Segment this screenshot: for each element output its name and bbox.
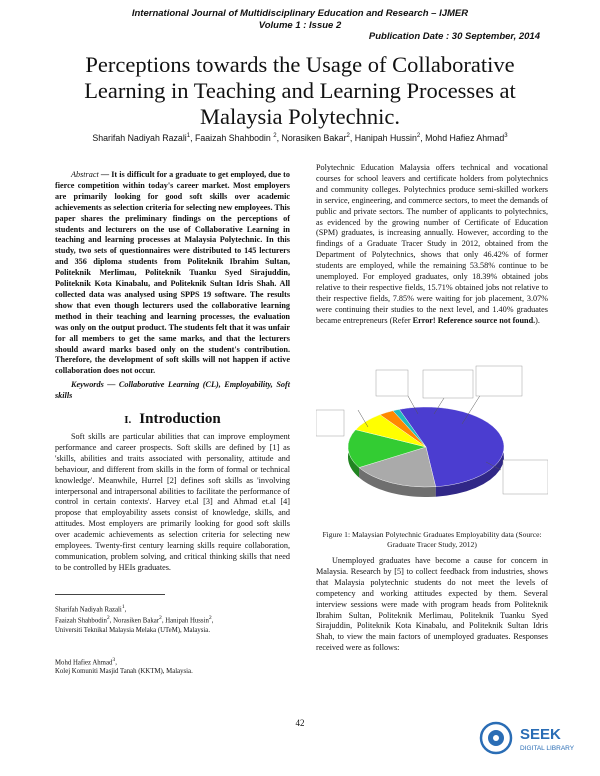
affil-sup: 2 bbox=[106, 615, 110, 622]
abstract-label: Abstract bbox=[71, 170, 99, 179]
figure-caption: Figure 1: Malaysian Polytechnic Graduates Employability data (Source: Graduate Tracer Study, 2012) bbox=[322, 530, 542, 549]
label-box bbox=[476, 366, 522, 396]
affil-sup: 2 bbox=[208, 615, 212, 622]
logo-name: SEEK bbox=[520, 726, 561, 743]
abstract bbox=[55, 170, 290, 377]
author: Mohd Hafiez Ahmad bbox=[425, 133, 505, 143]
logo-dot bbox=[493, 735, 499, 741]
author-sup: 1 bbox=[186, 133, 191, 140]
affil-name: Mohd Hafiez Ahmad bbox=[55, 659, 113, 667]
journal-name: International Journal of Multidisciplinary Education and Research – IJMER bbox=[131, 8, 469, 19]
affil-sup: 2 bbox=[159, 615, 162, 622]
author-sup: 2 bbox=[273, 133, 277, 140]
label-box bbox=[376, 370, 408, 396]
author-list: Sharifah Nadiyah Razali$^1$, Faaizah Shahbodin $^2$, Norasiken Bakar$^2$, Hanipah Hussin$^2$, Mohd Hafiez Ahmad$^3$ bbox=[92, 133, 508, 143]
journal-volume: Volume 1 : Issue 2 bbox=[258, 20, 342, 31]
label-box bbox=[503, 460, 548, 494]
affiliation-1: Sharifah Nadiyah Razali$^1$, Faaizah Shahbodin$^2$, Norasiken Bakar$^2$, Hanipah Hussin$^2$, Universiti Teknikal Malaysia Melaka (UTeM), Malaysia. bbox=[55, 603, 290, 635]
journal-header bbox=[0, 8, 600, 32]
author-sup: 3 bbox=[504, 133, 508, 140]
abstract-sep: — bbox=[98, 170, 112, 179]
author: Hanipah Hussin bbox=[354, 133, 417, 143]
pie-slices bbox=[348, 407, 504, 497]
author: Sharifah Nadiyah Razali bbox=[92, 133, 187, 143]
affil-institution: Kolej Komuniti Masjid Tanah (KKTM), Malaysia. bbox=[55, 668, 193, 676]
author-sup: 2 bbox=[346, 133, 350, 140]
right-para-1-text: Polytechnic Education Malaysia offers technical and vocational courses for school leavers and certificate holders from polytechnics and community colleges. Polytechnics produce semi-skilled workers in service, engineering, and commerce sectors, to meet the demands of public and private sectors. The number of applicants to polytechnics, as evidenced by the growing number of Certificate of Education (SPM) graduates, is increasing annually. However, according to the findings of a Graduate Tracer Study in 2012, obtained from the Department of Polytechnics, shows that only 46.42% of former students are employed, while the remaining 53.58% continue to be unemployed. For employed graduates, only 18.39% obtained jobs relative to their respective fields, 15.71% obtained jobs not relative to their respective fields, 7.85% were waiting for job placement, 3.07% were continuing their studies to the next level, and 1.40% graduates became entrepreneurs (Refer bbox=[316, 163, 548, 325]
logo-sub: DIGITAL LIBRARY bbox=[520, 745, 575, 752]
affil-name: Sharifah Nadiyah Razali bbox=[55, 606, 122, 614]
paper-title bbox=[50, 52, 550, 130]
affil-sup: 3 bbox=[112, 657, 116, 663]
page-number: 42 bbox=[295, 718, 305, 728]
seek-digital-library-logo bbox=[478, 719, 598, 759]
reference-error: Error! Reference source not found. bbox=[412, 315, 536, 325]
author: Norasiken Bakar bbox=[281, 133, 347, 143]
label-box bbox=[316, 410, 344, 436]
publication-date: Publication Date : 30 September, 2014 bbox=[368, 31, 540, 42]
right-para-1-end: ). bbox=[535, 315, 540, 325]
section-title: Introduction bbox=[139, 411, 221, 427]
introduction-text: Soft skills are particular abilities that can improve employment performance and career prospects. Soft skills are defined by [1] as 'skills, abilities and traits associated with personality, attitude and behaviour, and different from skills in the form of formal or technical knowledge'. Meanwhile, Hurrel [2] defines soft skills as 'involving interpersonal and intrapersonal abilities to facilitate the performance of control in certain contexts'. Harvey et.al [3] and Ahmad et.al [4] propose that employability assets consist of knowledge, skills, and attitudes. Most employers are primarily looking for good soft skills over academic achievements as selection criteria for selecting new employees. Twenty-first century learning skills require collaboration, communication, problem solving, and critical thinking skills that need to be controlled by HEIs graduates. bbox=[55, 432, 290, 572]
affiliation-2: Mohd Hafiez Ahmad$^3$, Kolej Komuniti Masjid Tanah (KKTM), Malaysia. bbox=[55, 656, 290, 676]
author-sup: 2 bbox=[416, 133, 421, 140]
section-number: I. bbox=[124, 414, 132, 426]
affil-name: , Hanipah Hussin bbox=[161, 617, 209, 625]
keywords: Keywords — Collaborative Learning (CL), Employability, Soft skills bbox=[55, 380, 290, 400]
label-box bbox=[423, 370, 473, 398]
footnote-divider bbox=[55, 594, 165, 595]
affil-sup: 1 bbox=[121, 604, 125, 610]
author: Faaizah Shahbodin bbox=[194, 133, 271, 143]
affil-institution: Universiti Teknikal Malaysia Melaka (UTeM), Malaysia. bbox=[55, 626, 211, 634]
affil-name: Faaizah Shahbodin bbox=[55, 617, 107, 625]
section-heading bbox=[55, 411, 290, 428]
title-line-3: Malaysia Polytechnic. bbox=[200, 104, 400, 129]
right-paragraph-2: Unemployed graduates have become a cause for concern in Malaysia. Research by [5] to collect feedback from industries, shows that Malaysia polytechnic students do not meet the levels of competency and working attitudes expected by them. Several interview sessions were made with program heads from Politeknik Ibrahim Sultan, Politeknik Merlimau, Politeknik Tuanku Syed Sirajuddin, Politeknik Kota Kinabalu, and Politeknik Sultan Idris Shah, to view the main factors of unemployed graduates. Responses received were as follows: bbox=[316, 556, 548, 653]
title-line-1: Perceptions towards the Usage of Collaborative bbox=[85, 52, 515, 77]
affil-name: , Norasiken Bakar bbox=[109, 617, 160, 625]
abstract-text: It is difficult for a graduate to get employed, due to fierce competition within today's career market. Most employers are primarily looking for good soft skills over academic achievements as selection criteria for selecting new employees. This paper shares the preliminary findings on the perceptions of students and lecturers on the use of Collaborative Learning in teaching and learning processes at Malaysia Polytechnic. In this study, two sets of questionnaires were distributed to 145 lecturers and 356 diploma students from Politeknik Ibrahim Sultan, Politeknik Merlimau, Politeknik Tuanku Syed Sirajuddin, Politeknik Kota Kinabalu, and Politeknik Sultan Idris Shah. All collected data was analysed using SPPS 19 software. The results show that even though lecturers used the collaborative learning method in their teaching and learning processes, the evaluation was only on the output product. The students felt that it was unfair for all members to get the same marks, and that the lecturers should award marks based only on the student's contribution. Therefore, the development of soft skills will not happen if active collaboration does not occur. bbox=[55, 170, 291, 376]
title-line-2: Learning in Teaching and Learning Processes at bbox=[84, 78, 516, 103]
right-paragraph-1 bbox=[316, 163, 548, 327]
employability-pie-chart bbox=[316, 352, 548, 522]
